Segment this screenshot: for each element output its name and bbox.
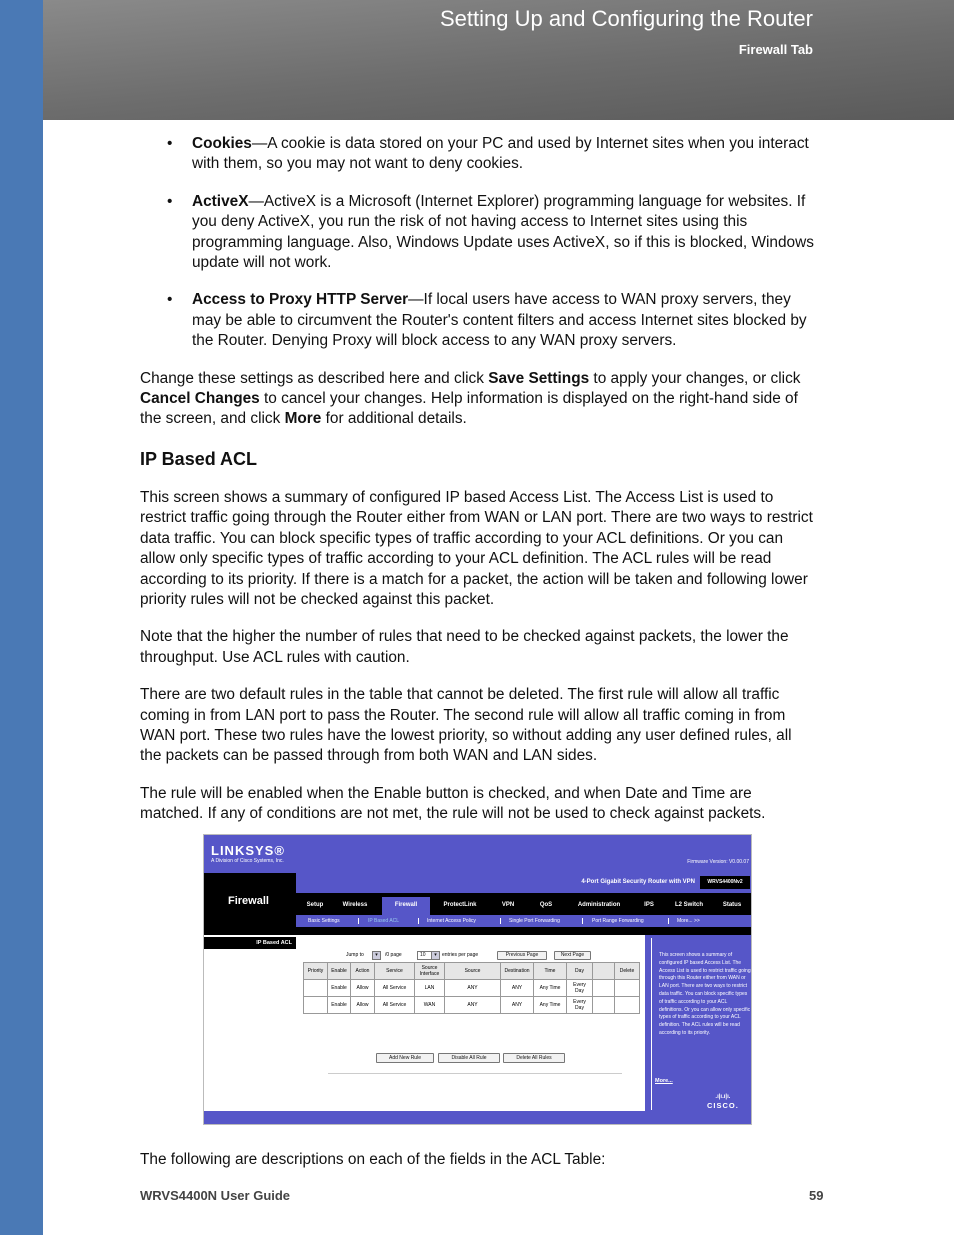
tab-protectlink[interactable]: ProtectLink xyxy=(443,902,477,908)
footer-guide-title: WRVS4400N User Guide xyxy=(140,1188,291,1203)
col-action: Action xyxy=(351,963,375,980)
side-stripe xyxy=(0,0,43,1235)
text-run: Change these settings as described here and click xyxy=(140,369,489,387)
tab-vpn[interactable]: VPN xyxy=(501,902,515,908)
col-source-interface: Source Interface xyxy=(415,963,445,980)
bullet-dot: • xyxy=(167,192,173,210)
more-term: More xyxy=(284,410,322,428)
sub-nav xyxy=(296,915,752,927)
cell-time: Any Time xyxy=(534,997,567,1014)
paragraph-note: Note that the higher the number of rules that need to be checked against packets, the lower the throughput. Use ACL rules with caution. xyxy=(140,628,789,666)
paragraph-default-rules: There are two default rules in the table that cannot be deleted. The first rule will allow all traffic coming in from LAN port to pass the Router. The second rule will allow all traffic coming in from WAN port. These two rules have the lowest priority, so without adding any user defined rules, all the packets can be passed through from both WAN and LAN sides. xyxy=(140,686,792,765)
change-settings-paragraph xyxy=(140,369,816,430)
text-run: for additional details. xyxy=(321,410,467,428)
col-service: Service xyxy=(375,963,415,980)
cell-day: Every Day xyxy=(567,997,593,1014)
figure-caption: The following are descriptions on each of the fields in the ACL Table: xyxy=(140,1151,606,1168)
next-page-button[interactable]: Next Page xyxy=(554,951,591,960)
cell-action: Allow xyxy=(351,980,375,997)
cell-destination: ANY xyxy=(501,997,534,1014)
screenshot-header xyxy=(204,835,752,873)
tab-status[interactable]: Status xyxy=(722,902,742,908)
tab-administration[interactable]: Administration xyxy=(577,902,621,908)
subtab-internet-access-policy[interactable]: Internet Access Policy xyxy=(427,918,476,924)
bullet-cookies xyxy=(140,134,816,175)
cell-time: Any Time xyxy=(534,980,567,997)
divider xyxy=(328,1073,622,1074)
cell-priority xyxy=(304,997,328,1014)
cell-destination: ANY xyxy=(501,980,534,997)
jump-to-label: Jump to xyxy=(346,952,364,958)
cancel-changes-term: Cancel Changes xyxy=(140,390,260,408)
text-run: to cancel your changes. Help information is displayed on the right-hand side of the screen, and click xyxy=(140,390,798,428)
tab-setup[interactable]: Setup xyxy=(306,902,324,908)
table-row xyxy=(304,997,640,1014)
previous-page-button[interactable]: Previous Page xyxy=(497,951,547,960)
cell-source-interface: WAN xyxy=(415,997,445,1014)
help-text: This screen shows a summary of configured IP based Access List. The Access List is used to restrict traffic going through this Router either from WAN or LAN port. There are two ways to restrict data traffic. You can block specific types of traffic according to your ACL definitions. Or you can allow only specific types of traffic according to your ACL definition. The ACL rules will be read according to its priority. xyxy=(651,938,751,1110)
cell-delete xyxy=(615,997,640,1014)
col-priority: Priority xyxy=(304,963,328,980)
subtab-divider xyxy=(500,918,501,924)
subtab-more[interactable]: More... >> xyxy=(677,918,700,924)
cell-source: ANY xyxy=(445,980,501,997)
cell-service: All Service xyxy=(375,997,415,1014)
bullet-term: Access to Proxy HTTP Server xyxy=(192,291,409,309)
firmware-version: Firmware Version: V0.00.07 xyxy=(687,859,749,865)
cell-delete xyxy=(615,980,640,997)
router-screenshot xyxy=(203,834,752,1125)
subtab-divider xyxy=(418,918,419,924)
page-select[interactable]: ▾ xyxy=(372,951,381,960)
subtab-ip-based-acl[interactable]: IP Based ACL xyxy=(368,918,400,924)
paragraph-summary: This screen shows a summary of configured IP based Access List. The Access List is used to restrict traffic going through the Router either from WAN or LAN port. There are two ways to restrict data traffic. You can block specific types of traffic according to your ACL definitions. Or you can allow only specific types of traffic according to your ACL definition. The ACL rules will be read according to its priority. If there is a match for a packet, the action will be taken and following lower priority rules will not be checked against this packet. xyxy=(140,488,813,608)
col-source: Source xyxy=(445,963,501,980)
section-label-acl: IP Based ACL xyxy=(204,937,296,949)
col-delete: Delete xyxy=(615,963,640,980)
chapter-title: Setting Up and Configuring the Router xyxy=(439,6,813,31)
product-name: 4-Port Gigabit Security Router with VPN xyxy=(581,879,695,885)
tab-qos[interactable]: QoS xyxy=(539,902,553,908)
col-time: Time xyxy=(534,963,567,980)
cell-source: ANY xyxy=(445,997,501,1014)
cell-blank xyxy=(593,997,615,1014)
subtab-basic-settings[interactable]: Basic Settings xyxy=(308,918,340,924)
cell-day: Every Day xyxy=(567,980,593,997)
body-content xyxy=(140,134,816,842)
cell-enable[interactable]: Enable xyxy=(328,980,351,997)
bottom-bar xyxy=(204,1111,645,1125)
bullet-list xyxy=(140,134,816,352)
bullet-dot: • xyxy=(167,135,173,152)
bullet-term: Cookies xyxy=(192,135,252,152)
page-number: 59 xyxy=(809,1188,824,1203)
col-blank xyxy=(593,963,615,980)
main-nav xyxy=(296,897,752,913)
section-label: Firewall Tab xyxy=(738,42,813,57)
tab-ips[interactable]: IPS xyxy=(644,902,654,908)
bullet-text: —A cookie is data stored on your PC and used by Internet sites when you interact with them, so you may not want to deny cookies. xyxy=(192,135,809,173)
model-badge: WRVS4400Nv2 xyxy=(700,876,750,889)
cisco-bars-icon: .ı|ı.ı|ı. xyxy=(715,1094,731,1100)
paragraph-enable: The rule will be enabled when the Enable button is checked, and when Date and Time are matched. If any of conditions are not met, the rule will not be used to check against packets. xyxy=(140,784,766,823)
tab-wireless[interactable]: Wireless xyxy=(342,902,368,908)
cell-source-interface: LAN xyxy=(415,980,445,997)
save-settings-term: Save Settings xyxy=(488,369,590,387)
cell-service: All Service xyxy=(375,980,415,997)
col-day: Day xyxy=(567,963,593,980)
cisco-logo xyxy=(707,1093,739,1110)
bullet-proxy xyxy=(140,290,816,351)
cisco-wordmark: CISCO. xyxy=(707,1101,739,1110)
bullet-text: —If local users have access to WAN proxy servers, they may be able to circumvent the Router's content filters and access Internet sites blocked by the Router. Denying Proxy will block access to any WAN proxy servers. xyxy=(192,291,807,350)
linksys-logo: LINKSYS® xyxy=(211,843,285,858)
table-row xyxy=(304,980,640,997)
delete-all-button[interactable]: Delete All Rules xyxy=(503,1053,565,1063)
cell-priority xyxy=(304,980,328,997)
product-bar xyxy=(296,873,752,893)
subtab-divider xyxy=(358,918,359,924)
entries-per-page-label: entries per page xyxy=(442,952,479,958)
help-more-link[interactable]: More... xyxy=(655,1078,673,1084)
chevron-down-icon[interactable]: ▾ xyxy=(431,951,440,960)
acl-table xyxy=(303,962,640,1014)
bullet-term: ActiveX xyxy=(192,192,249,210)
subtab-divider xyxy=(582,918,583,924)
page-title: Firewall xyxy=(228,895,269,907)
entries-per-page-select[interactable]: 10 xyxy=(417,951,433,960)
col-enable: Enable xyxy=(328,963,351,980)
cell-blank xyxy=(593,980,615,997)
subtab-single-port-forwarding[interactable]: Single Port Forwarding xyxy=(509,918,560,924)
cell-enable[interactable]: Enable xyxy=(328,997,351,1014)
tab-l2-switch[interactable]: L2 Switch xyxy=(674,902,703,908)
text-run: to apply your changes, or click xyxy=(589,369,801,387)
bullet-text: —ActiveX is a Microsoft (Internet Explorer) programming language for websites. If you deny ActiveX, you run the risk of not having access to Internet sites using this programming language. Also, Windows Update uses ActiveX, so if this is blocked, Windows update will not work. xyxy=(192,192,814,272)
tab-firewall[interactable]: Firewall xyxy=(382,897,430,917)
add-rule-button[interactable]: Add New Rule xyxy=(376,1053,434,1063)
page-of-label: /0 page xyxy=(385,952,402,958)
cell-action: Allow xyxy=(351,997,375,1014)
bullet-dot: • xyxy=(167,291,173,309)
logo-subtitle: A Division of Cisco Systems, Inc. xyxy=(211,858,284,864)
bullet-activex xyxy=(140,192,816,274)
table-header-row xyxy=(304,963,640,980)
subtab-divider xyxy=(668,918,669,924)
subtab-port-range-forwarding[interactable]: Port Range Forwarding xyxy=(592,918,644,924)
col-destination: Destination xyxy=(501,963,534,980)
section-heading: IP Based ACL xyxy=(140,448,258,469)
disable-all-button[interactable]: Disable All Rule xyxy=(438,1053,500,1063)
